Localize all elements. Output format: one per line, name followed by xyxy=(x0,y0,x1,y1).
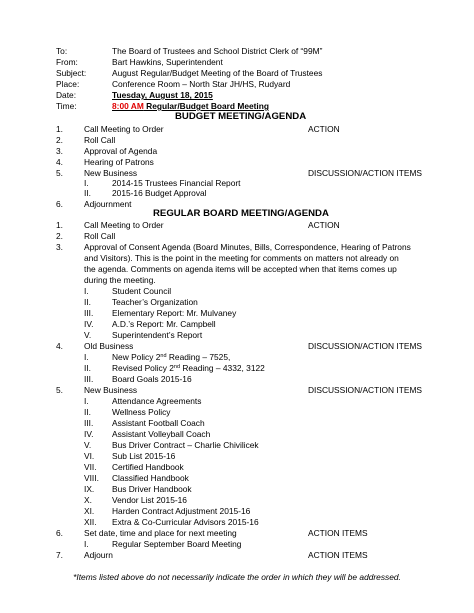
regular-item-num: 6. xyxy=(56,528,63,538)
consent-sub-text: Student Council xyxy=(112,286,172,296)
date-value: Tuesday, August 18, 2015 xyxy=(112,90,213,100)
consent-sub-num: V. xyxy=(84,330,92,340)
budget-item-num: 5. xyxy=(56,168,63,178)
new-business-sub-num: V. xyxy=(84,440,92,450)
budget-sub-num: II. xyxy=(84,188,91,198)
new-business-sub-text: Attendance Agreements xyxy=(112,396,202,406)
old-business-sub-text: Board Goals 2015-16 xyxy=(112,374,192,384)
old-business-sub-num: III. xyxy=(84,374,94,384)
regular-item-status: ACTION ITEMS xyxy=(308,550,368,560)
to-label: To: xyxy=(56,46,68,56)
from-value: Bart Hawkins, Superintendent xyxy=(112,57,223,67)
consent-sub-text: Superintendent’s Report xyxy=(112,330,203,340)
new-business-sub-num: VI. xyxy=(84,451,95,461)
old-business-sub-num: II. xyxy=(84,363,91,373)
regular-item-num: 4. xyxy=(56,341,63,351)
consent-sub-num: IV. xyxy=(84,319,94,329)
regular-item-num: 2. xyxy=(56,231,63,241)
date-label: Date: xyxy=(56,90,77,100)
consent-sub-num: I. xyxy=(84,286,89,296)
new-business-sub-num: X. xyxy=(84,495,92,505)
new-business-sub-text: Classified Handbook xyxy=(112,473,189,483)
new-business-sub-num: VII. xyxy=(84,462,97,472)
new-business-sub-text: Bus Driver Contract – Charlie Chivilicek xyxy=(112,440,259,450)
budget-item-status: ACTION xyxy=(308,124,340,134)
budget-heading: BUDGET MEETING/AGENDA xyxy=(175,111,307,122)
regular-heading: REGULAR BOARD MEETING/AGENDA xyxy=(153,208,329,219)
regular-item-status: ACTION xyxy=(308,220,340,230)
budget-item-text: Call Meeting to Order xyxy=(84,124,164,134)
consent-agenda-line: the agenda. Comments on agenda items will be accepted when that items comes up xyxy=(84,264,397,274)
new-business-sub-num: VIII. xyxy=(84,473,99,483)
budget-item-num: 2. xyxy=(56,135,63,145)
to-value: The Board of Trustees and School District Clerk of “99M” xyxy=(112,46,323,56)
next-meeting-sub-num: I. xyxy=(84,539,89,549)
time-value xyxy=(112,101,269,111)
new-business-sub-num: XI. xyxy=(84,506,95,516)
consent-sub-num: II. xyxy=(84,297,91,307)
consent-sub-num: III. xyxy=(84,308,94,318)
new-business-sub-num: III. xyxy=(84,418,94,428)
regular-item-text: Adjourn xyxy=(84,550,113,560)
subject-label: Subject: xyxy=(56,68,87,78)
next-meeting-sub-text: Regular September Board Meeting xyxy=(112,539,242,549)
new-business-sub-text: Bus Driver Handbook xyxy=(112,484,192,494)
consent-sub-text: Teacher’s Organization xyxy=(112,297,198,307)
regular-item-text: Set date, time and place for next meeting xyxy=(84,528,237,538)
regular-item-num: 7. xyxy=(56,550,63,560)
from-label: From: xyxy=(56,57,78,67)
consent-agenda-line: Approval of Consent Agenda (Board Minutes, Bills, Correspondence, Hearing of Patrons xyxy=(84,242,411,252)
budget-item-num: 6. xyxy=(56,199,63,209)
new-business-sub-text: Assistant Volleyball Coach xyxy=(112,429,211,439)
new-business-sub-text: Sub List 2015-16 xyxy=(112,451,176,461)
new-business-sub-num: I. xyxy=(84,396,89,406)
budget-item-num: 3. xyxy=(56,146,63,156)
new-business-sub-text: Assistant Football Coach xyxy=(112,418,205,428)
new-business-sub-text: Harden Contract Adjustment 2015-16 xyxy=(112,506,251,516)
regular-item-num: 5. xyxy=(56,385,63,395)
budget-item-status: DISCUSSION/ACTION ITEMS xyxy=(308,168,423,178)
regular-item-text: Call Meeting to Order xyxy=(84,220,164,230)
place-label: Place: xyxy=(56,79,80,89)
budget-item-num: 4. xyxy=(56,157,63,167)
regular-item-text: Old Business xyxy=(84,341,134,351)
subject-value: August Regular/Budget Meeting of the Board of Trustees xyxy=(112,68,323,78)
old-business-sub-num: I. xyxy=(84,352,89,362)
consent-sub-text: Elementary Report: Mr. Mulvaney xyxy=(112,308,237,318)
budget-item-text: New Business xyxy=(84,168,138,178)
budget-sub-num: I. xyxy=(84,178,89,188)
regular-item-num: 1. xyxy=(56,220,63,230)
old-business-sub-text: New Policy 2nd Reading – 7525, xyxy=(112,352,231,362)
time-value-meeting: Regular/Budget Board Meeting xyxy=(143,101,269,111)
new-business-sub-num: IV. xyxy=(84,429,94,439)
time-label: Time: xyxy=(56,101,77,111)
consent-agenda-line: and Visitors). This is the point in the meeting for comments on matters not already on xyxy=(84,253,399,263)
regular-item-text: Roll Call xyxy=(84,231,116,241)
place-value: Conference Room – North Star JH/HS, Rudyard xyxy=(112,79,291,89)
new-business-sub-text: Certified Handbook xyxy=(112,462,184,472)
new-business-sub-text: Extra & Co-Curricular Advisors 2015-16 xyxy=(112,517,259,527)
budget-item-num: 1. xyxy=(56,124,63,134)
time-value-hour: 8:00 AM xyxy=(112,101,144,111)
regular-item-status: DISCUSSION/ACTION ITEMS xyxy=(308,341,423,351)
regular-item-status: ACTION ITEMS xyxy=(308,528,368,538)
regular-item-text: New Business xyxy=(84,385,138,395)
consent-sub-text: A.D.’s Report: Mr. Campbell xyxy=(112,319,216,329)
budget-item-text: Approval of Agenda xyxy=(84,146,158,156)
regular-item-status: DISCUSSION/ACTION ITEMS xyxy=(308,385,423,395)
consent-agenda-line: during the meeting. xyxy=(84,275,156,285)
new-business-sub-num: II. xyxy=(84,407,91,417)
new-business-sub-text: Vendor List 2015-16 xyxy=(112,495,187,505)
budget-item-text: Roll Call xyxy=(84,135,116,145)
budget-item-text: Hearing of Patrons xyxy=(84,157,154,167)
budget-sub-text: 2015-16 Budget Approval xyxy=(112,188,207,198)
new-business-sub-num: IX. xyxy=(84,484,95,494)
budget-item-text: Adjournment xyxy=(84,199,132,209)
regular-item-num: 3. xyxy=(56,242,63,252)
new-business-sub-text: Wellness Policy xyxy=(112,407,171,417)
footnote: *Items listed above do not necessarily indicate the order in which they will be addressed. xyxy=(73,572,401,582)
budget-sub-text: 2014-15 Trustees Financial Report xyxy=(112,178,241,188)
new-business-sub-num: XII. xyxy=(84,517,97,527)
old-business-sub-text: Revised Policy 2nd Reading – 4332, 3122 xyxy=(112,363,265,373)
